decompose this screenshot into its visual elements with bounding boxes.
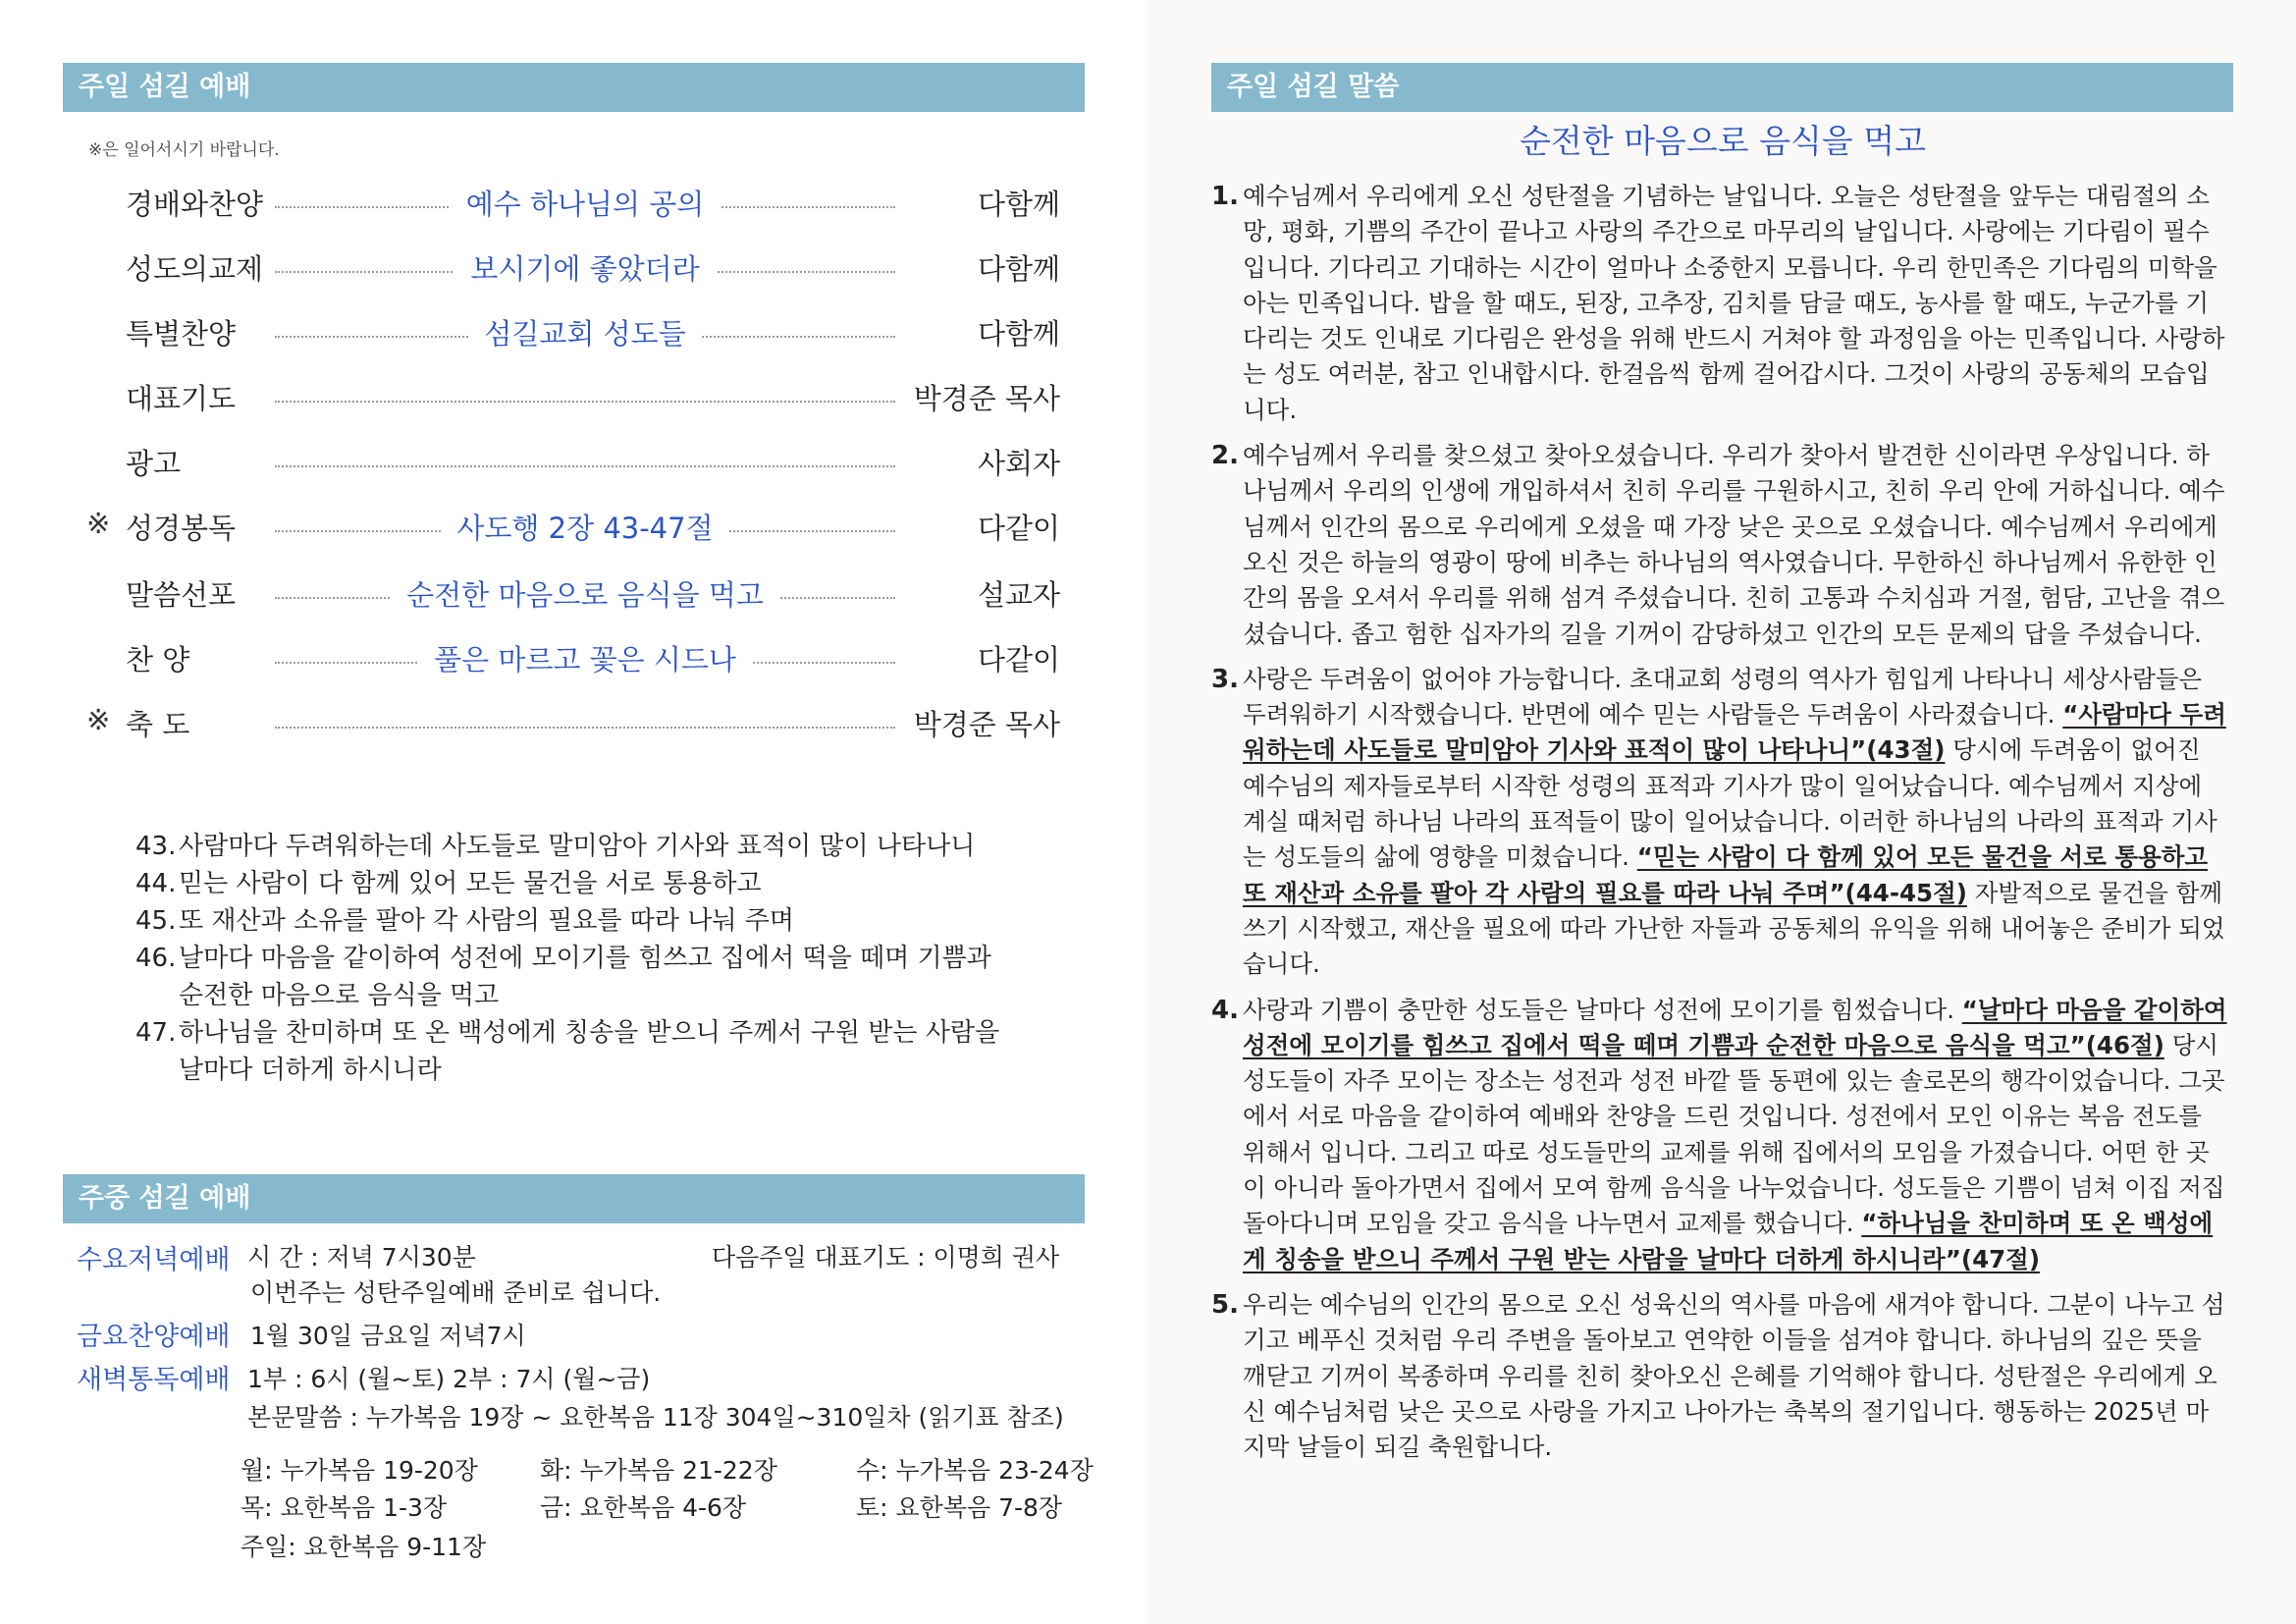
verse-number: 45. <box>135 906 177 936</box>
order-row <box>86 377 1060 420</box>
scripture-quote: “사람마다 두려워하는데 사도들로 말미암아 기사와 표적이 많이 나타나니”(43절) <box>1243 700 2226 765</box>
order-title: 순전한 마음으로 음식을 먹고 <box>391 578 779 612</box>
order-name: 찬 양 <box>126 643 190 677</box>
standing-mark: ※ <box>86 703 111 736</box>
point-text <box>1243 662 2227 983</box>
sermon-title: 순전한 마음으로 음식을 먹고 <box>1519 122 1926 160</box>
verse-number: 44. <box>135 869 177 898</box>
order-leader-name: 다함께 <box>977 317 1060 351</box>
order-leader-name: 다함께 <box>977 252 1060 286</box>
text-segment: 우리는 예수님의 인간의 몸으로 오신 성육신의 역사를 마음에 새겨야 합니다. 그분이 나누고 섬기고 베푸신 것처럼 우리 주변을 돌아보고 연약한 이들을 섬겨야 합니다. 하나님의 깊은 뜻을 깨닫고 기꺼이 복종하며 우리를 친히 찾아오신 은혜를 기억해야 합니다. 성탄절은 우리에게 오신 예수님처럼 낮은 곳으로 사랑을 가지고 나아가는 축복의 절기입니다. 행동하는 2025년 마지막 날들이 되길 축원합니다. <box>1243 1289 2225 1462</box>
standing-mark: ※ <box>86 507 111 540</box>
weekly-header: 주중 섬길 예배 <box>63 1174 1085 1223</box>
worship-header: 주일 섬길 예배 <box>63 63 1085 112</box>
order-leader-name: 다같이 <box>977 643 1060 677</box>
wednesday-prayer: 다음주일 대표기도 : 이명희 권사 <box>712 1243 1060 1272</box>
order-row <box>86 638 1060 681</box>
order-leader-name: 박경준 목사 <box>913 382 1060 415</box>
order-row <box>86 703 1060 746</box>
verse <box>135 1014 1019 1089</box>
text-segment: 사랑과 기쁨이 충만한 성도들은 날마다 성전에 모이기를 힘썼습니다. <box>1243 995 1962 1024</box>
point-number: 1. <box>1211 182 1239 211</box>
text-segment: 예수님께서 우리에게 오신 성탄절을 기념하는 날입니다. 오늘은 성탄절을 앞두는 대림절의 소망, 평화, 기쁨의 주간이 끝나고 사랑의 주간으로 마무리의 날입니다. 사랑에는 기다림이 필수입니다. 기다리고 기대하는 시간이 얼마나 소중한지 모릅니다. 우리 한민족은 기다림의 미학을 아는 민족입니다. 밥을 할 때도, 된장, 고추장, 김치를 담글 때도, 농사를 할 때도, 누군가를 기다리는 것도 인내로 기다림은 완성을 위해 반드시 거쳐야 할 과정임을 아는 민족입니다. 사랑하는 성도 여러분, 참고 인내합시다. 한걸음씩 함께 걸어갑시다. 그것이 사랑의 공동체의 모습입니다. <box>1243 182 2225 424</box>
verse <box>135 902 1019 940</box>
order-title: 섬길교회 성도들 <box>468 317 701 351</box>
sermon-point <box>1211 662 2227 983</box>
point-number: 5. <box>1211 1289 1239 1320</box>
dotted-leader <box>275 401 895 403</box>
point-number: 4. <box>1211 995 1239 1025</box>
text-segment: 사랑은 두려움이 없어야 가능합니다. 초대교회 성령의 역사가 힘입게 나타나니 세상사람들은 두려워하기 시작했습니다. 반면에 예수 믿는 사람들은 두려움이 사라졌습니다. <box>1243 664 2203 730</box>
order-name: 대표기도 <box>126 382 237 415</box>
text-segment: 예수님께서 우리를 찾으셨고 찾아오셨습니다. 우리가 찾아서 발견한 신이라면 우상입니다. 하나님께서 우리의 인생에 개입하셔서 친히 우리를 구원하시고, 친히 우리 안에 거하십니다. 예수님께서 인간의 몸으로 우리에게 오셨을 때 가장 낮은 곳으로 오셨습니다. 예수님께서 우리에게 오신 것은 하늘의 영광이 땅에 비추는 하나님의 역사였습니다. 무한하신 하나님께서 유한한 인간의 몸을 오셔서 우리를 위해 섬겨 주셨습니다. 친히 고통과 수치심과 거절, 험담, 고난을 겪으셨습니다. 좁고 험한 십자가의 길을 기꺼이 감당하셨고 인간의 모든 문제의 답을 주셨습니다. <box>1243 441 2225 648</box>
verse-number: 47. <box>135 1018 177 1048</box>
reading-item: 토: 요한복음 7-8장 <box>856 1493 1063 1522</box>
order-row <box>86 247 1060 291</box>
order-leader-name: 다함께 <box>977 188 1060 221</box>
point-text <box>1243 179 2227 428</box>
wednesday-label: 수요저녁예배 <box>77 1245 231 1275</box>
order-title: 풀은 마르고 꽃은 시드나 <box>418 643 752 677</box>
scripture-quote: “믿는 사람이 다 함께 있어 모든 물건을 서로 통용하고 또 재산과 소유를 팔아 각 사람의 필요를 따라 나눠 주며”(44-45절) <box>1243 842 2209 907</box>
reading-item: 주일: 요한복음 9-11장 <box>240 1533 487 1561</box>
sermon-point <box>1211 179 2227 428</box>
verse-text: 날마다 마음을 같이하여 성전에 모이기를 힘쓰고 집에서 떡을 떼며 기쁨과 순전한 마음으로 음식을 먹고 <box>179 944 991 1010</box>
order-title: 예수 하나님의 공의 <box>451 188 721 221</box>
order-leader-name: 사회자 <box>977 447 1060 480</box>
order-row <box>86 442 1060 485</box>
point-number: 3. <box>1211 664 1239 694</box>
order-name: 성도의교제 <box>126 252 264 286</box>
order-name: 성경봉독 <box>126 512 237 545</box>
order-leader-name: 박경준 목사 <box>913 708 1060 741</box>
verse-number: 46. <box>135 944 177 973</box>
order-leader-name: 다같이 <box>977 512 1060 545</box>
friday-label: 금요찬양예배 <box>77 1322 231 1352</box>
verse-number: 43. <box>135 832 177 861</box>
order-title: 보시기에 좋았더라 <box>454 252 715 286</box>
point-text <box>1243 1287 2227 1465</box>
text-segment: 당시 성도들이 자주 모이는 장소는 성전과 성전 바깥 뜰 동편에 있는 솔로몬의 행각이었습니다. 그곳에서 서로 마음을 같이하여 예배와 찬양을 드린 것입니다. 성전에서 모인 이유는 복음 전도를 위해서 입니다. 그리고 따로 성도들만의 교제를 위해 집에서의 모임을 가졌습니다. 어떤 한 곳이 아니라 돌아가면서 집에서 모여 함께 음식을 나누었습니다. 성도들은 기쁨이 넘쳐 이집 저집 돌아다니며 모임을 갖고 음식을 나누면서 교제를 했습니다. <box>1243 1030 2225 1238</box>
scripture-quote: “하나님을 찬미하며 또 온 백성에게 칭송을 받으니 주께서 구원 받는 사람을 날마다 더하게 하시니라”(47절) <box>1243 1209 2214 1273</box>
reading-item: 금: 요한복음 4-6장 <box>540 1493 747 1522</box>
point-number: 2. <box>1211 441 1239 471</box>
order-name: 특별찬양 <box>126 317 237 351</box>
text-segment: 자발적으로 물건을 함께 쓰기 시작했고, 재산을 필요에 따라 가난한 자들과 공동체의 유익을 위해 내어놓은 준비가 되었습니다. <box>1243 878 2225 979</box>
point-text <box>1243 438 2227 652</box>
reading-item: 수: 누가복음 23-24장 <box>856 1456 1094 1485</box>
order-row <box>86 507 1060 550</box>
order-row <box>86 573 1060 617</box>
scripture-passage <box>135 828 1019 1089</box>
point-text <box>1243 993 2227 1277</box>
friday-time: 1월 30일 금요일 저녁7시 <box>250 1322 526 1350</box>
standing-note: ※은 일어서시기 바랍니다. <box>88 140 280 160</box>
text-segment: 당시에 두려움이 없어진 예수님의 제자들로부터 시작한 성령의 표적과 기사가 많이 일어났습니다. 예수님께서 지상에 계실 때처럼 하나님 나라의 표적들이 많이 일어났습니다. 이러한 하나님의 나라의 표적과 기사는 성도들의 삶에 영향을 미쳤습니다. <box>1243 735 2217 872</box>
dawn-text: 본문말씀 : 누가복음 19장 ~ 요한복음 11장 304일~310일차 (읽기표 참조) <box>247 1403 1064 1432</box>
verse-text: 하나님을 찬미하며 또 온 백성에게 칭송을 받으니 주께서 구원 받는 사람을 날마다 더하게 하시니라 <box>179 1018 1000 1085</box>
order-row <box>86 183 1060 226</box>
sermon-point <box>1211 993 2227 1277</box>
sermon-header: 주일 섬길 말씀 <box>1211 63 2233 112</box>
dawn-time: 1부 : 6시 (월~토) 2부 : 7시 (월~금) <box>247 1365 651 1393</box>
wednesday-time: 시 간 : 저녁 7시30분 <box>247 1243 476 1272</box>
dotted-leader <box>275 465 895 467</box>
verse <box>135 940 1019 1014</box>
order-leader-name: 설교자 <box>977 578 1060 612</box>
sermon-points <box>1211 179 2227 1475</box>
dawn-label: 새벽통독예배 <box>77 1365 231 1395</box>
reading-item: 월: 누가복음 19-20장 <box>240 1456 478 1485</box>
verse <box>135 865 1019 902</box>
verse-text: 또 재산과 소유를 팔아 각 사람의 필요를 따라 나눠 주며 <box>179 906 794 936</box>
verse-text: 믿는 사람이 다 함께 있어 모든 물건을 서로 통용하고 <box>179 869 762 898</box>
verse <box>135 828 1019 865</box>
sermon-point <box>1211 438 2227 652</box>
verse-text: 사람마다 두려워하는데 사도들로 말미암아 기사와 표적이 많이 나타나니 <box>179 832 976 861</box>
scripture-quote: “날마다 마음을 같이하여 성전에 모이기를 힘쓰고 집에서 떡을 떼며 기쁨과 순전한 마음으로 음식을 먹고”(46절) <box>1243 995 2227 1059</box>
order-row <box>86 312 1060 355</box>
reading-item: 목: 요한복음 1-3장 <box>240 1493 448 1522</box>
order-name: 광고 <box>126 447 182 480</box>
dotted-leader <box>275 727 895 729</box>
sermon-point <box>1211 1287 2227 1465</box>
order-name: 말씀선포 <box>126 578 237 612</box>
order-name: 축 도 <box>126 708 190 741</box>
wednesday-note: 이번주는 성탄주일예배 준비로 쉽니다. <box>250 1278 662 1307</box>
order-name: 경배와찬양 <box>126 188 264 221</box>
reading-item: 화: 누가복음 21-22장 <box>540 1456 777 1485</box>
order-title: 사도행 2장 43-47절 <box>441 512 728 545</box>
